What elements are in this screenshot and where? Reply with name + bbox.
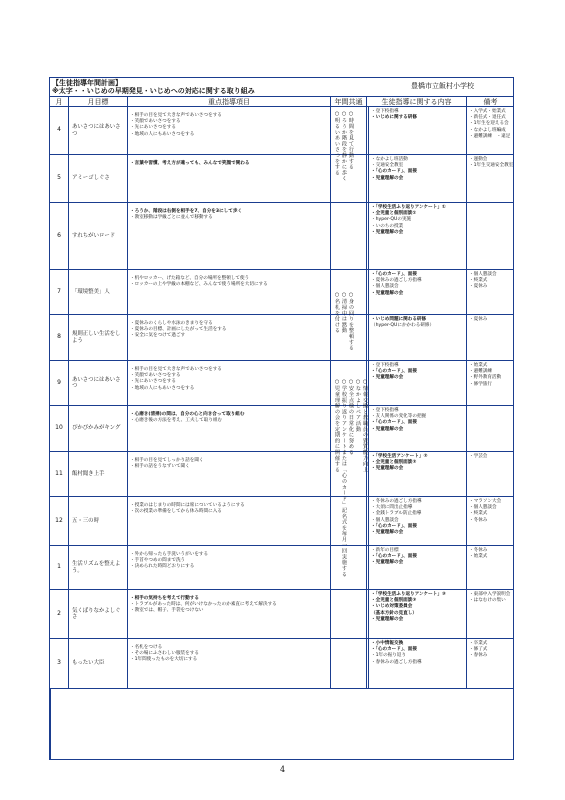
common-item: ○学校振り返りアンケートまたは「心のカード」記名式を毎月一回実施する	[341, 379, 347, 577]
goal-cell	[68, 406, 127, 451]
goal-text: 五・三の時	[72, 517, 99, 524]
month-cell: 4	[57, 126, 61, 134]
table-row	[50, 315, 514, 361]
focus-item: ・トラブルがあった時は、何がいけなかったのか素直に考えて解決する	[130, 602, 277, 608]
guidance-item: ・夏休みの過ごし方指導	[371, 278, 422, 284]
note-item: ・冬休み	[469, 548, 488, 553]
note-item: ・冬休み	[469, 517, 488, 523]
guidance-item: ・大須に問出止指導	[371, 505, 413, 511]
note-item: ・東部中入学説明会	[469, 592, 511, 597]
focus-item: ・地域の人にもあいさつをする	[130, 131, 195, 137]
table-row	[50, 497, 514, 546]
guidance-item: ・交通安全教室	[371, 163, 404, 169]
goal-cell	[68, 639, 127, 688]
note-item: ・避難訓練	[469, 369, 492, 375]
note-cell	[466, 590, 514, 638]
month-cell: 6	[57, 231, 61, 239]
goal-text: 規則正しい生活をしよう	[72, 331, 121, 344]
guidance-item: ・なかよし班活動	[371, 157, 408, 162]
common-item: ○ろうか階段を静かに歩く	[341, 111, 347, 182]
focus-item: ・地域の人にもあいさつをする	[130, 385, 195, 391]
guidance-item: ・児童理解の会	[371, 175, 404, 181]
focus-cell	[127, 406, 330, 451]
col-month: 月	[55, 98, 63, 106]
month-cell: 3	[57, 659, 61, 667]
month-cell: 11	[55, 469, 63, 477]
school-name: 豊橋市立飯村小学校	[411, 82, 474, 90]
common-item: ○身の回りを整頓する	[348, 292, 354, 351]
guidance-item: ・「学校生活ふり返りアンケート」③	[371, 592, 446, 597]
goal-cell	[68, 590, 127, 638]
goal-text: あいさつにはあいさつ	[72, 376, 121, 389]
month-cell: 5	[57, 174, 61, 182]
note-item: ・夏休み	[469, 284, 488, 290]
guidance-item: ・hyper-QUの実施	[371, 217, 412, 223]
guidance-item: ・登下校指導	[371, 408, 399, 413]
guidance-item: ・「心のカード」、面接	[371, 369, 417, 375]
note-cell	[466, 107, 514, 154]
focus-cell	[127, 590, 330, 638]
guidance-item: ・春休みの過ごし方指導	[371, 659, 422, 665]
common-item: ○明るいあいさつをする	[334, 111, 340, 176]
guidance-item: ・個人懇談会	[371, 284, 399, 290]
goal-text: 「環境整美」人	[72, 288, 110, 295]
guidance-item: ・「心のカード」、面接	[371, 420, 417, 426]
focus-item: ・先にあいさつをする	[130, 379, 176, 385]
guidance-item: ・いじめに関する研修	[371, 115, 417, 121]
goal-text: 気くばりなかよしぐさ	[72, 607, 121, 620]
guidance-item: ・「心のカード」、面接	[371, 523, 417, 529]
goal-text: すれちがいロード	[72, 232, 116, 239]
focus-item: ・相手の気持ちを考えて行動する	[130, 596, 199, 601]
note-item: ・修学旅行	[469, 381, 492, 387]
common-item: ○安全点検の日常化に努める	[348, 379, 354, 456]
focus-cell	[127, 315, 330, 360]
common-item: ○時間を見て行動する	[348, 111, 354, 170]
col-common: 年間共通	[330, 97, 366, 107]
guidance-item: ・いのちの授業	[371, 223, 404, 229]
student-guidance-cell	[366, 497, 466, 545]
table-row	[50, 270, 514, 315]
page-number: 4	[279, 765, 286, 774]
guidance-item: ・個人懇談会	[371, 517, 399, 523]
focus-item: ・安全に気をつけて過ごす	[130, 333, 186, 339]
student-guidance-cell	[366, 155, 466, 202]
goal-text: ぴかぴかみがキング	[72, 425, 121, 432]
focus-item: ・笑顔であいさつをする	[130, 373, 181, 379]
guidance-item: ・「心のカード」、面接	[371, 272, 417, 277]
guidance-item: ・「学校生活ふり返りアンケート」①	[371, 205, 446, 210]
goal-cell	[68, 107, 127, 154]
focus-item: ・相手の話をうなずいて聞く	[130, 464, 190, 470]
note-item: ・1年生交通安全教室	[469, 163, 514, 169]
student-guidance-cell	[366, 639, 466, 688]
guidance-item: ・児童理解の会	[371, 530, 404, 536]
plan-label: 【生徒指導年間計画】	[52, 79, 122, 87]
goal-cell	[68, 452, 127, 496]
note-item: ・終業式	[469, 511, 488, 517]
note-item: ・夏休み	[469, 317, 488, 322]
guidance-item: ・全児童と個別面談①	[371, 211, 417, 217]
guidance-item: ・児童理解の会	[371, 560, 404, 566]
student-guidance-cell	[366, 270, 466, 314]
note-item: ・始業式	[469, 363, 488, 368]
note-item: ・避難訓練 ・遠足	[469, 133, 511, 139]
common-item: ○なかよしペア活動	[355, 379, 361, 432]
student-guidance-cell	[366, 315, 466, 360]
goal-text: あいさつにはあいさつ	[72, 124, 121, 137]
student-guidance-cell	[366, 107, 466, 154]
table-row	[50, 452, 514, 497]
guidance-item: ・1年の振り返り	[371, 653, 407, 659]
goal-cell	[68, 546, 127, 589]
goal-cell	[68, 203, 127, 269]
note-cell	[466, 546, 514, 589]
note-cell	[466, 497, 514, 545]
table-row	[50, 406, 514, 452]
student-guidance-cell	[366, 406, 466, 451]
guidance-item: ・「心のカード」、面接	[371, 169, 417, 175]
focus-item: ・言葉や習慣、考え方が違っても、みんなで笑顔で関わる	[130, 161, 250, 166]
focus-cell	[127, 107, 330, 154]
focus-cell	[127, 155, 330, 202]
focus-cell	[127, 203, 330, 269]
note-item: ・修了式	[469, 647, 488, 653]
guidance-item: ・冬休みの過ごし方指導	[371, 499, 422, 504]
focus-cell	[127, 270, 330, 314]
note-item: ・野外教育活動	[469, 375, 502, 381]
table-row	[50, 546, 514, 590]
student-guidance-cell	[366, 361, 466, 405]
focus-item: ・相手の目を見て大きな声であいさつをする	[130, 367, 222, 372]
note-item: ・入学式・始業式	[469, 109, 506, 114]
goal-text: 生活リズムを整えよう。	[72, 561, 121, 574]
note-item: ・はなむけの集い	[469, 598, 506, 604]
focus-item: ・相手の目を見てしっかり話を聞く	[130, 458, 204, 463]
note-item: ・1年生を迎える会	[469, 121, 509, 127]
goal-cell	[68, 155, 127, 202]
goal-text: アミーゴしぐさ	[72, 175, 110, 182]
common-item: ○名札を付ける	[334, 292, 340, 334]
common-item: ○清掃中は黙動	[341, 292, 347, 334]
focus-item: ・ロッカーの上や学級の本棚など、みんなで使う場所を大切にする	[130, 282, 268, 288]
student-guidance-cell	[366, 203, 466, 269]
focus-item: ・先にあいさつをする	[130, 125, 176, 131]
month-cell: 2	[57, 609, 61, 617]
guidance-item: ・「心のカード」、面接	[371, 554, 417, 560]
focus-item: ・相手の目を見て大きな声であいさつをする	[130, 113, 222, 118]
note-item: ・学芸会	[469, 454, 488, 459]
table-row	[50, 107, 514, 155]
month-cell: 9	[57, 378, 61, 386]
col-student: 生徒指導に関する内容	[366, 97, 466, 107]
student-guidance-cell	[366, 452, 466, 496]
note-cell	[466, 406, 514, 451]
note-cell	[466, 155, 514, 202]
note-item: ・新任式・退任式	[469, 115, 506, 121]
note-cell	[466, 270, 514, 314]
table-row	[50, 155, 514, 203]
note-cell	[466, 639, 514, 688]
guidance-item: ・いじめ対策委員会	[371, 604, 413, 610]
focus-cell	[127, 546, 330, 589]
common-item: ○児童理解の会を定期的に開催する	[334, 379, 340, 473]
focus-item: ・決められた時間どおりにする	[130, 564, 195, 570]
note-cell	[466, 361, 514, 405]
focus-item: ・教室では、帽子、手袋をつけない	[130, 608, 204, 614]
month-cell: 7	[57, 287, 61, 295]
table-row	[50, 590, 514, 639]
month-cell: 10	[55, 424, 63, 432]
guidance-item: ・新年の目標	[371, 548, 399, 553]
focus-item: ・手首やつめの間まで洗う	[130, 558, 186, 564]
note-item: ・始業式	[469, 554, 488, 560]
guidance-item: ・友人関係の変化等の把握	[371, 414, 427, 420]
focus-item: ・次の授業の準備をしてから休み時間に入る	[130, 509, 222, 515]
table-tail	[50, 689, 514, 760]
common-items	[330, 107, 366, 689]
guidance-item: ・児童理解の会	[371, 426, 404, 432]
focus-cell	[127, 639, 330, 688]
student-guidance-cell	[366, 590, 466, 638]
note-item: ・卒業式	[469, 641, 488, 646]
focus-item: ・夏休みの目標、計画にしたがって生活をする	[130, 327, 227, 333]
guidance-item: （hyper-QUにかかわる研修）	[371, 323, 435, 329]
guidance-item: ・いじめ問題に関わる研修	[371, 317, 427, 322]
guidance-item: ・登下校指導	[371, 363, 399, 368]
note-item: ・なかよし班編成	[469, 127, 506, 133]
note-cell	[466, 452, 514, 496]
student-guidance-cell	[366, 546, 466, 589]
guidance-item: ・児童理解の会	[371, 375, 404, 381]
guidance-item: ・登下校指導	[371, 109, 399, 114]
note-item: ・終業式	[469, 278, 488, 284]
focus-item: ・1年間使ったものを大切にする	[130, 657, 198, 663]
focus-cell	[127, 497, 330, 545]
guidance-item: ・全児童と個別面談②	[371, 460, 417, 466]
table-row	[50, 361, 514, 406]
note-item: ・運動会	[469, 157, 488, 162]
col-goal: 月目標	[68, 97, 127, 107]
guidance-item: ・児童理解の会	[371, 229, 404, 235]
table-header	[50, 96, 514, 107]
goal-cell	[68, 270, 127, 314]
goal-cell	[68, 315, 127, 360]
note-item: ・個人懇談会	[469, 505, 497, 511]
goal-cell	[68, 361, 127, 405]
focus-item: ・名札をつける	[130, 645, 163, 650]
guidance-item: ・金銭トラブル防止指導	[371, 511, 422, 517]
month-cell: 1	[57, 563, 61, 571]
focus-item: ・授業のはじまりの時間には席についているようにする	[130, 503, 245, 508]
focus-cell	[127, 361, 330, 405]
focus-item: ・心磨き(清掃)の間は、自分の心と向き合って取り組む	[130, 412, 245, 417]
focus-item: ・机やロッカー、げた箱など、自分の場所を整頓して使う	[130, 276, 250, 281]
focus-item: ・その場にふさわしい服装をする	[130, 651, 199, 657]
note-item: ・春休み	[469, 653, 488, 659]
month-cell: 8	[57, 333, 61, 341]
note-cell	[466, 203, 514, 269]
goal-cell	[68, 497, 127, 545]
guidance-item: ・全児童と個別面談③	[371, 598, 417, 604]
focus-item: ・ろうか、階段は右側を相手を7、自分を3にして歩く	[130, 209, 243, 214]
focus-item: ・笑顔であいさつをする	[130, 119, 181, 125]
guidance-item: ・児童理解の会	[371, 290, 404, 296]
guidance-item: ・小中情報交換	[371, 641, 404, 646]
focus-item: ・教室移動は学級ごとに並んで移動する	[130, 215, 213, 221]
table-row	[50, 203, 514, 270]
col-focus: 重点指導項目	[127, 97, 330, 107]
guidance-item: ・「学校生活アンケート」②	[371, 454, 428, 459]
focus-item: ・外から帰ったら手洗いうがいをする	[130, 552, 209, 557]
goal-text: もったい大臣	[72, 660, 105, 667]
note-item: ・個人懇談会	[469, 272, 497, 277]
focus-item: ・心磨き後の方法を考え、工夫して取り組む	[130, 418, 223, 424]
note-cell	[466, 315, 514, 360]
col-note: 備考	[466, 97, 514, 107]
table-row	[50, 639, 514, 689]
goal-text: 飯村聞き上手	[72, 470, 105, 477]
guidance-item: ・児童理解の会	[371, 616, 404, 622]
plan-theme: ※太字・・いじめの早期発見・いじめへの対応に関する取り組み	[52, 87, 255, 95]
guidance-item: ・児童理解の会	[371, 466, 404, 472]
note-item: ・マラソン大会	[469, 499, 502, 504]
guidance-item: ・「心のカード」、面接	[371, 647, 417, 653]
guidance-item: （基本方針の見直し）	[371, 610, 417, 616]
focus-cell	[127, 452, 330, 496]
common-item: ○情報交換と教職員の資質能力向上	[362, 379, 368, 473]
month-cell: 12	[55, 516, 63, 524]
focus-item: ・夏休みのくらしや水泳のきまりを守る	[130, 321, 213, 326]
